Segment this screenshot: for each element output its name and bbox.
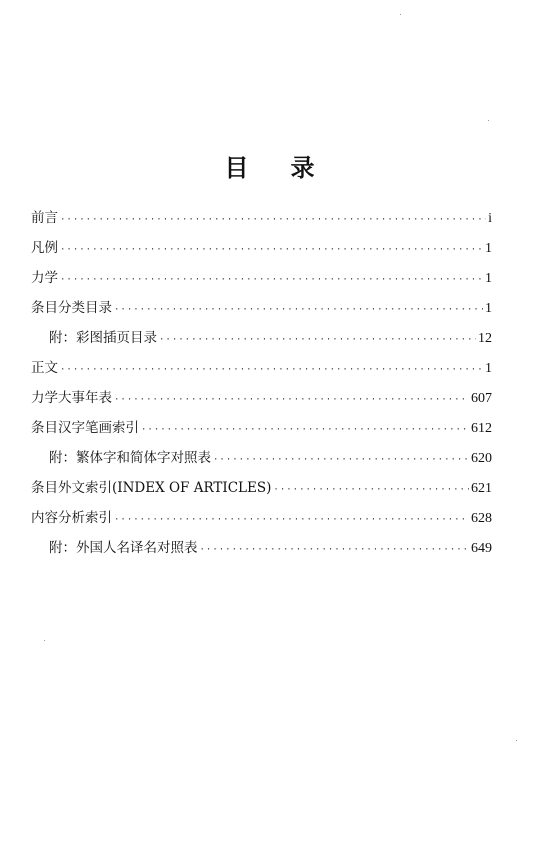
- toc-entry-title: 附：繁体字和简体字对照表: [49, 450, 211, 466]
- toc-entry-title: 附：彩图插页目录: [49, 330, 157, 346]
- dot-leader: [159, 325, 476, 355]
- dot-leader: [213, 445, 469, 475]
- title-char-2: 录: [290, 153, 315, 182]
- toc-entry-title: 力学: [31, 270, 58, 286]
- toc-entry-title: 条目分类目录: [31, 300, 112, 316]
- toc-entry-title: 正文: [31, 360, 58, 376]
- toc-entry: [31, 203, 492, 233]
- toc-page-number: 612: [471, 421, 492, 436]
- scan-speck: [44, 640, 45, 641]
- toc-entry-title: 前言: [31, 210, 58, 226]
- toc-page-number: 620: [471, 451, 492, 466]
- dot-leader: [141, 415, 469, 445]
- toc-page-number: 628: [471, 511, 492, 526]
- toc-page-number: i: [488, 211, 492, 226]
- toc-entry-title: 附：外国人名译名对照表: [49, 540, 198, 556]
- toc-subentry: [31, 533, 492, 563]
- toc-entry-title: 条目外文索引(INDEX OF ARTICLES): [31, 480, 272, 496]
- toc-subentry: [31, 323, 492, 353]
- toc-entry: [31, 263, 492, 293]
- dot-leader: [60, 265, 483, 295]
- toc-entry-title: 凡例: [31, 240, 58, 256]
- toc-entry: [31, 293, 492, 323]
- toc-page-number: 1: [485, 361, 492, 376]
- toc-page-number: 1: [485, 301, 492, 316]
- scan-speck: [488, 120, 489, 121]
- dot-leader: [60, 235, 483, 265]
- toc-entry: [31, 503, 492, 533]
- page-title: [0, 148, 539, 183]
- dot-leader: [114, 505, 469, 535]
- dot-leader: [273, 475, 469, 505]
- dot-leader: [60, 355, 483, 385]
- toc-page-number: 649: [471, 541, 492, 556]
- dot-leader: [60, 205, 486, 235]
- toc-entry-title: 内容分析索引: [31, 510, 112, 526]
- title-char-1: 目: [224, 153, 249, 182]
- toc-entry-title: 力学大事年表: [31, 390, 112, 406]
- dot-leader: [200, 535, 470, 565]
- toc-page-number: 1: [485, 241, 492, 256]
- dot-leader: [114, 295, 483, 325]
- toc-page-number: 621: [471, 481, 492, 496]
- scan-speck: [516, 740, 517, 741]
- toc-entry: [31, 233, 492, 263]
- toc-page-number: 607: [471, 391, 492, 406]
- toc-page-number: 1: [485, 271, 492, 286]
- table-of-contents: [31, 203, 492, 563]
- toc-entry: [31, 413, 492, 443]
- toc-entry: [31, 353, 492, 383]
- toc-entry: [31, 383, 492, 413]
- toc-page-number: 12: [478, 331, 492, 346]
- toc-subentry: [31, 443, 492, 473]
- toc-entry: [31, 473, 492, 503]
- toc-entry-title: 条目汉字笔画索引: [31, 420, 139, 436]
- scan-speck: [400, 14, 401, 15]
- dot-leader: [114, 385, 469, 415]
